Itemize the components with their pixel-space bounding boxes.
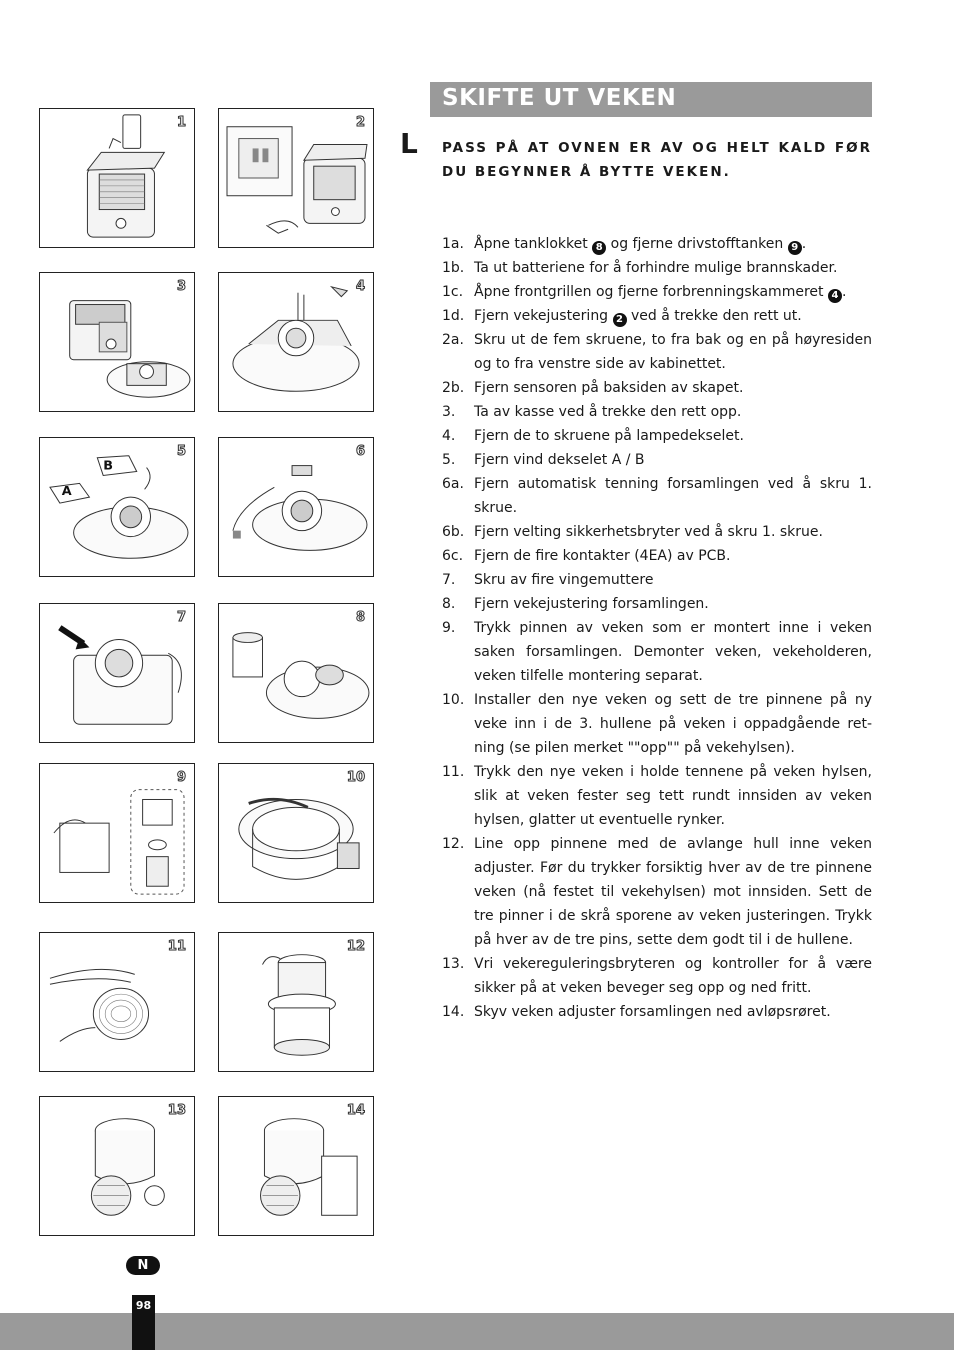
warning-marker: L — [400, 127, 418, 160]
figure-1 — [39, 108, 195, 248]
step-number: 1d. — [442, 308, 465, 324]
instruction-steps — [442, 232, 872, 1024]
step-item — [442, 424, 872, 448]
figure-number: 7 — [176, 610, 186, 625]
step-item — [442, 568, 872, 592]
step-number: 2b. — [442, 380, 465, 396]
step-number: 2a. — [442, 332, 464, 348]
step-text: Ta ut batteriene for å forhindre mulige brannskader. — [474, 260, 838, 276]
figure-number: 10 — [346, 770, 365, 785]
step-text-part: . — [841, 284, 847, 300]
step-number: 10. — [442, 692, 465, 708]
step-item — [442, 256, 872, 280]
step-text: Fjern velting sikkerhetsbryter ved å skru 1. skrue. — [474, 524, 823, 540]
step-number: 6a. — [442, 476, 464, 492]
step-item — [442, 280, 872, 304]
step-number: 13. — [442, 956, 465, 972]
step-text — [474, 304, 872, 328]
step-text: Skru av fire vingemuttere — [474, 572, 654, 588]
step-text: Fjern sensoren på baksiden av skapet. — [474, 380, 744, 396]
step-number: 14. — [442, 1004, 465, 1020]
figure-number: 4 — [355, 279, 365, 294]
step-number: 3. — [442, 404, 456, 420]
figure-number: 11 — [167, 939, 186, 954]
step-text — [474, 232, 872, 256]
step-text: Trykk pinnen av veken som er montert inne i veken saken forsamlingen. Demonter veken, vekeholderen, veken tilfelle montering separat. — [474, 620, 872, 684]
step-item — [442, 544, 872, 568]
figure-8 — [218, 603, 374, 743]
page-number-tab — [132, 1295, 155, 1350]
step-number: 1c. — [442, 284, 464, 300]
figure-10 — [218, 763, 374, 903]
step-item — [442, 688, 872, 760]
step-item — [442, 616, 872, 688]
part-number-badge: 2 — [613, 313, 627, 327]
figure-number: 13 — [167, 1103, 186, 1118]
figure-7 — [39, 603, 195, 743]
step-number: 9. — [442, 620, 456, 636]
step-text-part: Åpne tanklokket — [474, 236, 588, 252]
step-text-part: ved å trekke den rett ut. — [630, 308, 802, 324]
step-text: Skyv veken adjuster forsamlingen ned avløpsrøret. — [474, 1004, 831, 1020]
figure-2 — [218, 108, 374, 248]
step-text: Fjern de fire kontakter (4EA) av PCB. — [474, 548, 731, 564]
step-number: 11. — [442, 764, 465, 780]
step-text: Ta av kasse ved å trekke den rett opp. — [474, 404, 742, 420]
step-item — [442, 952, 872, 1000]
step-text: Fjern vekejustering forsamlingen. — [474, 596, 709, 612]
figure-3 — [39, 272, 195, 412]
step-item — [442, 400, 872, 424]
section-title: SKIFTE UT VEKEN — [442, 85, 677, 111]
step-text: Trykk den nye veken i holde tennene på veken hylsen, slik at veken fester seg tett rundt innsiden av veken hylsen, glatter ut eventuelle rynker. — [474, 764, 872, 828]
section-title-bar — [430, 82, 872, 117]
step-item — [442, 328, 872, 376]
step-text — [474, 280, 872, 304]
step-item — [442, 520, 872, 544]
label-b: B — [103, 458, 113, 474]
step-text-part: Åpne frontgrillen og fjerne forbrenningskammeret — [474, 284, 824, 300]
step-item — [442, 592, 872, 616]
heater-battery-removal-illustration — [219, 109, 373, 247]
wick-disassembly-illustration — [40, 764, 194, 902]
figure-4 — [218, 272, 374, 412]
step-item — [442, 760, 872, 832]
step-text: Installer den nye veken og sett de tre pinnene på ny veke inn i de 3. hullene på veken i oppadgående ret-ning (se pilen merket ""opp"" på vekehylsen). — [474, 692, 872, 756]
step-text-part: og fjerne drivstofftanken — [610, 236, 784, 252]
step-item — [442, 376, 872, 400]
page-number: 98 — [135, 1299, 152, 1312]
figure-number: 1 — [176, 115, 186, 130]
step-text-part: . — [801, 236, 807, 252]
language-badge: N — [126, 1256, 160, 1275]
step-text: Skru ut de fem skruene, to fra bak og en på høyresiden og to fra venstre side av kabinettet. — [474, 332, 872, 372]
step-text: Line opp pinnene med de avlange hull inne veken adjuster. Før du trykker forsiktig hver av de tre pinnene veken (nå festet til vekehylsen) mot innsiden. Sett de tre pinner i de skrå sporene av veken justeringen. Trykk på hver av de tre pins, sette dem godt til i de hullene. — [474, 836, 872, 948]
step-number: 12. — [442, 836, 465, 852]
figure-9 — [39, 763, 195, 903]
step-item — [442, 832, 872, 952]
part-number-badge: 8 — [592, 241, 606, 255]
figure-number: 14 — [346, 1103, 365, 1118]
label-a: A — [61, 484, 72, 500]
figure-6 — [218, 437, 374, 577]
figure-11 — [39, 932, 195, 1072]
step-text: Fjern de to skruene på lampedekselet. — [474, 428, 744, 444]
step-number: 1a. — [442, 236, 464, 252]
ignition-assembly-illustration — [219, 438, 373, 576]
wing-nuts-illustration — [40, 604, 194, 742]
figure-5 — [39, 437, 195, 577]
lamp-cover-screws-illustration — [219, 273, 373, 411]
step-item — [442, 304, 872, 328]
step-number: 6b. — [442, 524, 465, 540]
heater-tank-removal-illustration — [40, 109, 194, 247]
figure-number: 6 — [355, 444, 365, 459]
step-item — [442, 448, 872, 472]
figure-13 — [39, 1096, 195, 1236]
figure-14 — [218, 1096, 374, 1236]
step-number: 7. — [442, 572, 456, 588]
figure-number: 5 — [176, 444, 186, 459]
step-item — [442, 472, 872, 520]
step-number: 4. — [442, 428, 456, 444]
figure-number: 8 — [355, 610, 365, 625]
heater-cabinet-lift-illustration — [40, 273, 194, 411]
figure-12 — [218, 932, 374, 1072]
part-number-badge: 4 — [828, 289, 842, 303]
step-number: 1b. — [442, 260, 465, 276]
step-item — [442, 232, 872, 256]
figure-number: 12 — [346, 939, 365, 954]
step-number: 6c. — [442, 548, 464, 564]
figure-number: 2 — [355, 115, 365, 130]
adjuster-assembly-removal-illustration — [219, 604, 373, 742]
wind-cover-illustration — [40, 438, 194, 576]
warning-text: PASS PÅ AT OVNEN ER AV OG HELT KALD FØR DU BEGYNNER Å BYTTE VEKEN. — [442, 140, 872, 180]
step-text: Fjern vind dekselet A / B — [474, 452, 645, 468]
step-text: Vri vekereguleringsbryteren og kontroller for å være sikker på at veken beveger seg opp og ned fritt. — [474, 956, 872, 996]
step-number: 8. — [442, 596, 456, 612]
step-text: Fjern automatisk tenning forsamlingen ved å skru 1. skrue. — [474, 476, 872, 516]
figure-number: 3 — [176, 279, 186, 294]
step-text-part: Fjern vekejustering — [474, 308, 609, 324]
step-item — [442, 1000, 872, 1024]
figure-number: 9 — [176, 770, 186, 785]
step-number: 5. — [442, 452, 456, 468]
part-number-badge: 9 — [788, 241, 802, 255]
